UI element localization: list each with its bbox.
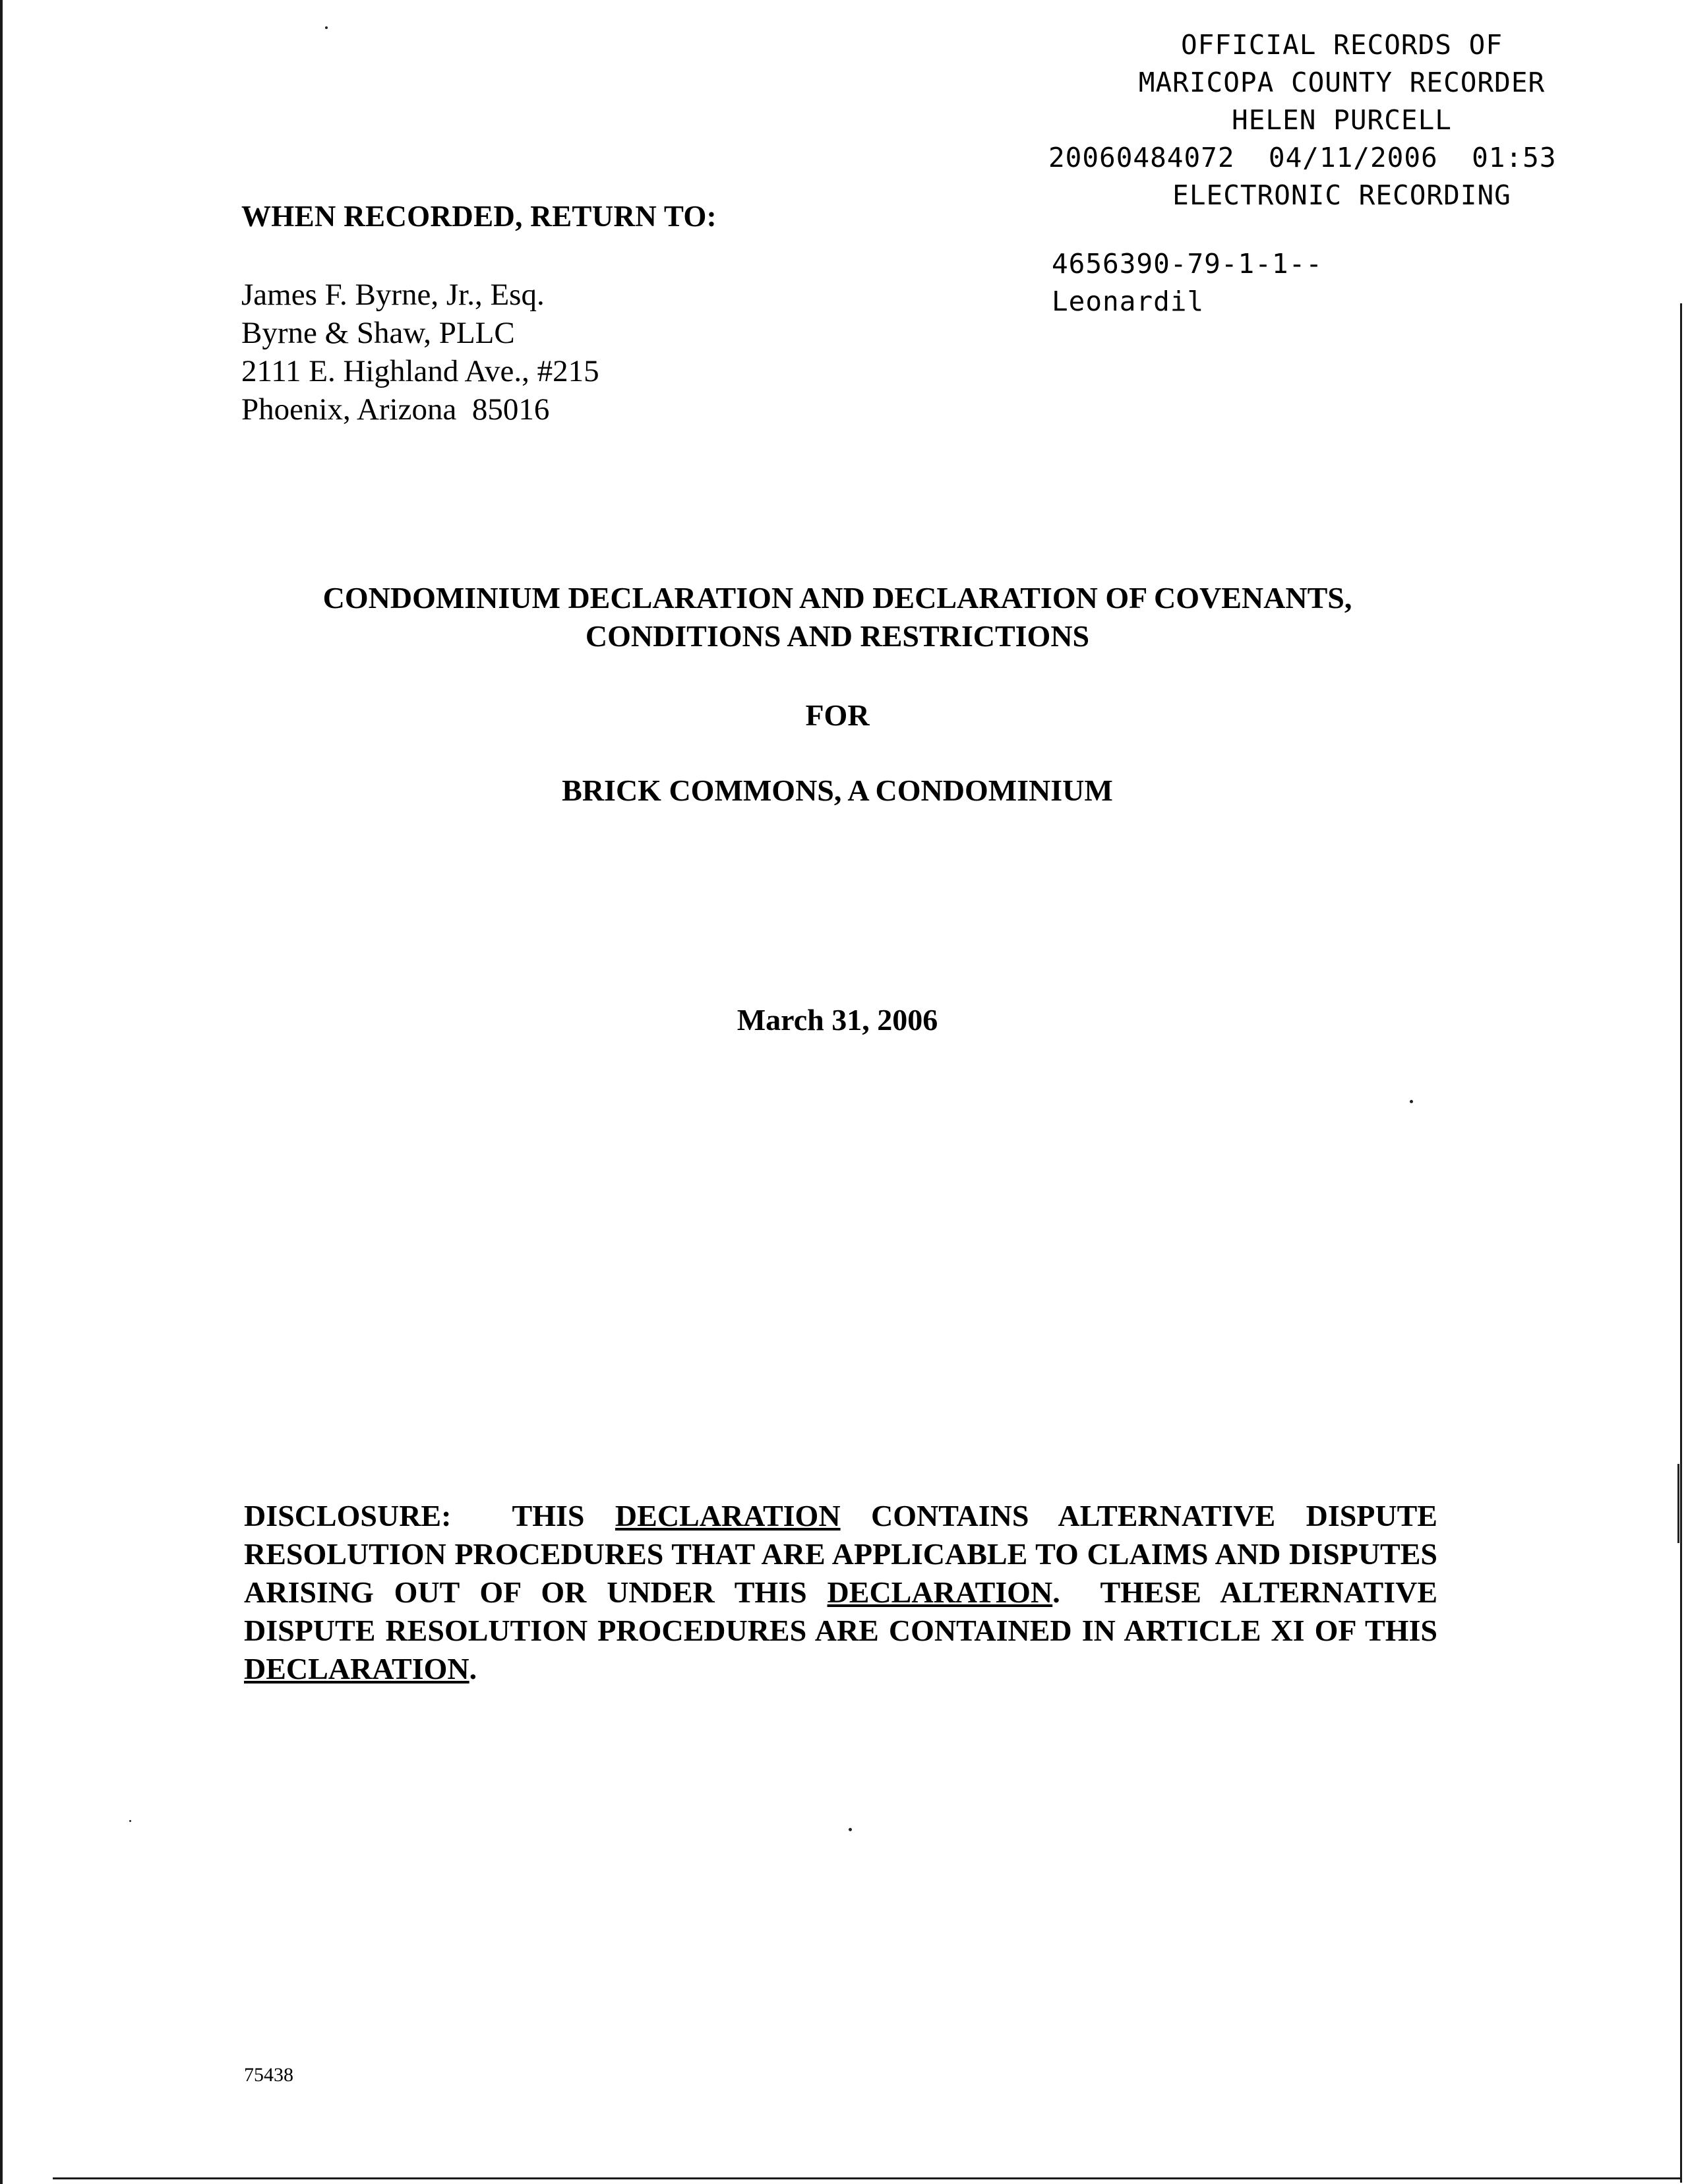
scan-speck (129, 1820, 131, 1822)
scan-speck (325, 26, 328, 29)
return-city: Phoenix, Arizona 85016 (241, 392, 550, 427)
declaration-term: DECLARATION (244, 1652, 469, 1685)
disclosure-text: CONTAINS ALTERNATIVE DISPUTE RESOLUTION PROCEDURES THAT ARE APPLICABLE TO CLAIMS AND DISPUTES ARISING OUT OF OR UNDER THIS (244, 1499, 1437, 1609)
stamp-line-recording-type: ELECTRONIC RECORDING (1172, 179, 1511, 211)
return-firm: Byrne & Shaw, PLLC (241, 316, 515, 350)
footer-code: 75438 (244, 2064, 293, 2086)
document-title (0, 579, 1688, 655)
clerk-name: Leonardil (1052, 286, 1205, 317)
document-meta (1052, 245, 1323, 320)
stamp-line-county: MARICOPA COUNTY RECORDER (1138, 67, 1546, 98)
stamp-line-recorder-name: HELEN PURCELL (1232, 104, 1452, 136)
stamp-line-record-number: 20060484072 04/11/2006 01:53 (1048, 142, 1557, 173)
title-line-1: CONDOMINIUM DECLARATION AND DECLARATION OF COVENANTS, (322, 581, 1352, 615)
condominium-name: BRICK COMMONS, A CONDOMINIUM (562, 774, 1113, 807)
disclosure-text: DISCLOSURE: THIS (244, 1499, 615, 1532)
declaration-term: DECLARATION (615, 1499, 841, 1532)
declaration-date: March 31, 2006 (737, 1003, 938, 1037)
scan-speck (1677, 1464, 1679, 1543)
document-code: 4656390-79-1-1-- (1052, 248, 1323, 280)
title-line-2: CONDITIONS AND RESTRICTIONS (585, 619, 1090, 653)
scan-speck (1410, 1100, 1413, 1103)
scan-border-bottom (53, 2177, 1681, 2179)
declaration-term: DECLARATION (827, 1575, 1053, 1609)
disclosure-text: . THESE ALTERNATIVE DISPUTE RESOLUTION PROCEDURES ARE CONTAINED IN ARTICLE XI OF THIS (244, 1575, 1445, 1647)
title-for: FOR (805, 698, 870, 732)
scan-border-left (0, 0, 3, 2184)
scan-speck (849, 1828, 852, 1831)
return-to-heading: WHEN RECORDED, RETURN TO: (241, 200, 717, 233)
disclosure-paragraph (244, 1497, 1445, 1688)
disclosure-text: . (469, 1652, 477, 1685)
stamp-line-office: OFFICIAL RECORDS OF (1181, 29, 1503, 61)
return-name: James F. Byrne, Jr., Esq. (241, 278, 545, 312)
recorder-stamp (1048, 26, 1642, 214)
return-street: 2111 E. Highland Ave., #215 (241, 354, 599, 388)
return-address-block (241, 276, 599, 429)
